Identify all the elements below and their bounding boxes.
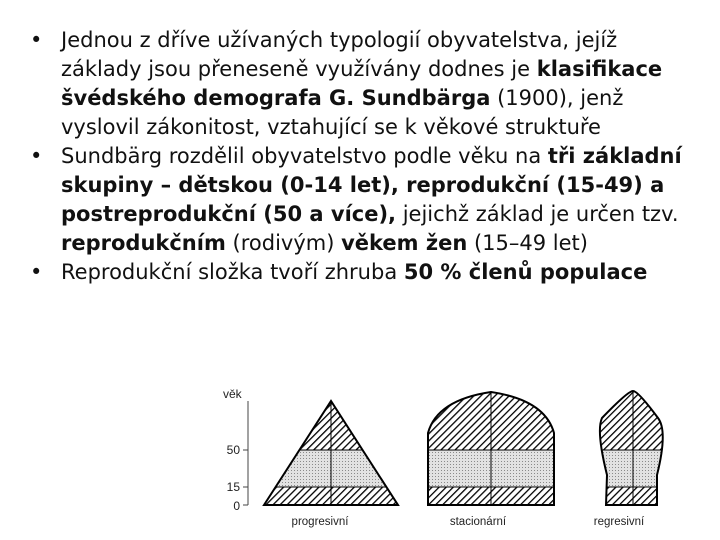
text-run: Sundbärg rozdělil obyvatelstvo podle věku na [61, 144, 548, 168]
label-regressive: regresivní [593, 516, 645, 528]
age-structure-diagram [210, 383, 680, 540]
tick-label-0: 0 [233, 499, 240, 513]
bullet-item [30, 26, 690, 142]
text-run: Jednou z dříve užívaných typologií obyvatelstva, jejíž základy jsou přeneseně využívány dodnes je [61, 28, 618, 81]
bullet-text [61, 144, 682, 255]
bold-text: tři základní skupiny – dětskou (0-14 let), reprodukční (15-49) a postreprodukční (50 a více), [61, 144, 682, 226]
text-run: jejichž základ je určen tzv. [396, 202, 679, 226]
axis-label-age: věk [223, 387, 242, 401]
bullet-text [61, 260, 647, 284]
bullet-marker: • [30, 144, 43, 168]
text-run: (15–49 let) [467, 231, 588, 255]
bullet-marker: • [30, 28, 43, 52]
bullet-item [30, 258, 690, 287]
bullet-item [30, 142, 690, 258]
tick-label-50: 50 [226, 443, 240, 457]
bold-text: reprodukčním [61, 231, 226, 255]
progressive-pyramid [260, 383, 405, 513]
tick-label-15: 15 [226, 480, 240, 494]
bold-text: věkem žen [341, 231, 468, 255]
label-progressive: progresivní [291, 516, 349, 528]
bold-text: klasifikace švédského demografa G. Sundbärga [61, 57, 663, 110]
regressive-pyramid [590, 383, 675, 513]
text-run: (rodivým) [225, 231, 342, 255]
bullet-text [61, 28, 662, 139]
stationary-pyramid [420, 383, 560, 513]
label-stationary: stacionární [449, 516, 507, 528]
bullet-marker: • [30, 260, 43, 284]
bold-text: 50 % členů populace [403, 260, 648, 284]
text-run: Reprodukční složka tvoří zhruba [61, 260, 404, 284]
bullet-list [30, 26, 690, 287]
text-run: (1900), jenž vyslovil zákonitost, vztahující se k věkové struktuře [61, 86, 624, 139]
